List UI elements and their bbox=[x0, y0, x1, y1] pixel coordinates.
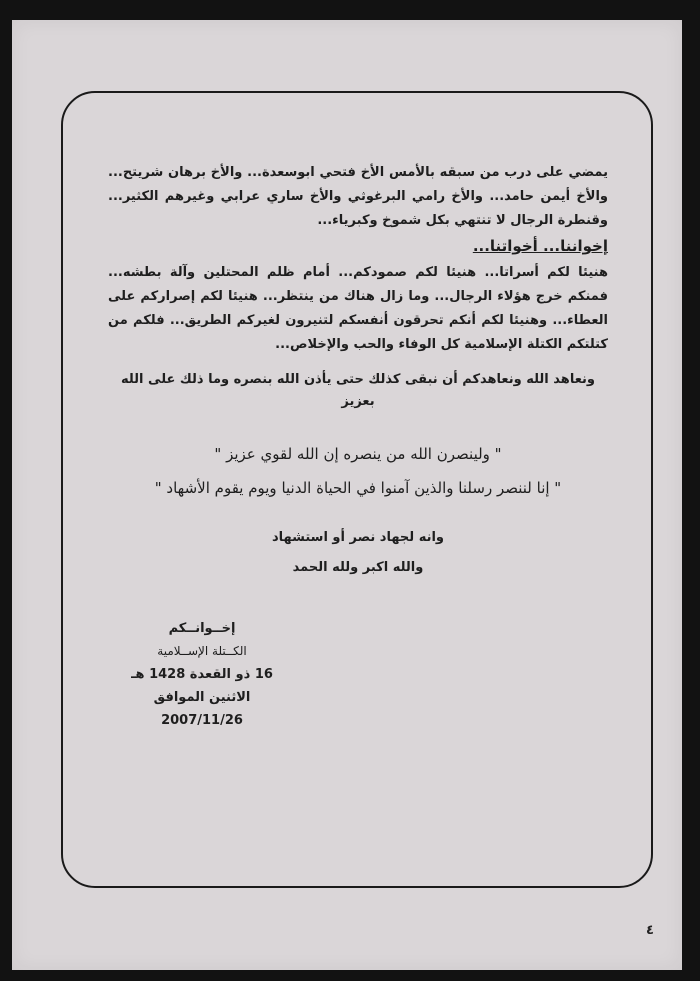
closing-line-1: وانه لجهاد نصر أو استشهاد bbox=[271, 530, 444, 545]
paragraph-martyrs: يمضي على درب من سبقه بالأمس الأخ فتحي ابوسعدة... والأخ برهان شريتح... والأخ أيمن حامد... والأخ رامي البرغوثي والأخ ساري عرابي وغيرهم الكثير... وقنطرة الرجال لا تنتهي بكل شموخ وكبرياء... bbox=[108, 165, 608, 228]
promise-line: ونعاهد الله ونعاهدكم أن نبقى كذلك حتى يأذن الله بنصره وما ذلك على الله بعزيز bbox=[120, 372, 595, 409]
page-number: ٤ bbox=[646, 923, 654, 938]
paper-sheet bbox=[12, 20, 682, 970]
verse-line-2: " إنا لننصر رسلنا والذين آمنوا في الحياة الدنيا ويوم يقوم الأشهاد " bbox=[154, 479, 562, 497]
closing-line-2: والله اكبر ولله الحمد bbox=[292, 560, 424, 575]
signature-gregorian-date: الاثنين الموافق 2007/11/26 bbox=[153, 690, 251, 728]
closing-block bbox=[108, 523, 608, 583]
signature-brothers: إخــوانــكم bbox=[168, 621, 236, 636]
paragraph-prisoners: هنيئا لكم أسراتا... هنيئا لكم صمودكم... أمام ظلم المحتلين وآلة بطشه... فمنكم خرج هؤلاء الرجال... وما زال هناك من ينتظر... هنيئا لكم إصراركم على العطاء... وهنيئا لكم أنكم تحرقون أنفسكم لتنيرون لغيركم الطريق... فلكم من كتلتكم الكتلة الإسلامية كل الوفاء والحب والإخلاص... bbox=[108, 265, 608, 352]
signature-block bbox=[117, 617, 287, 732]
section-heading bbox=[108, 235, 608, 257]
signature-hijri-date: 16 ذو القعدة 1428 هـ bbox=[131, 667, 273, 682]
letter-body bbox=[108, 161, 608, 583]
signature-organization: الكــتلة الإســلامية bbox=[157, 644, 247, 658]
verse-line-1: " ولينصرن الله من ينصره إن الله لقوي عزيز " bbox=[214, 445, 502, 463]
heading-text: إخواننا... أخواتنا... bbox=[472, 237, 608, 255]
